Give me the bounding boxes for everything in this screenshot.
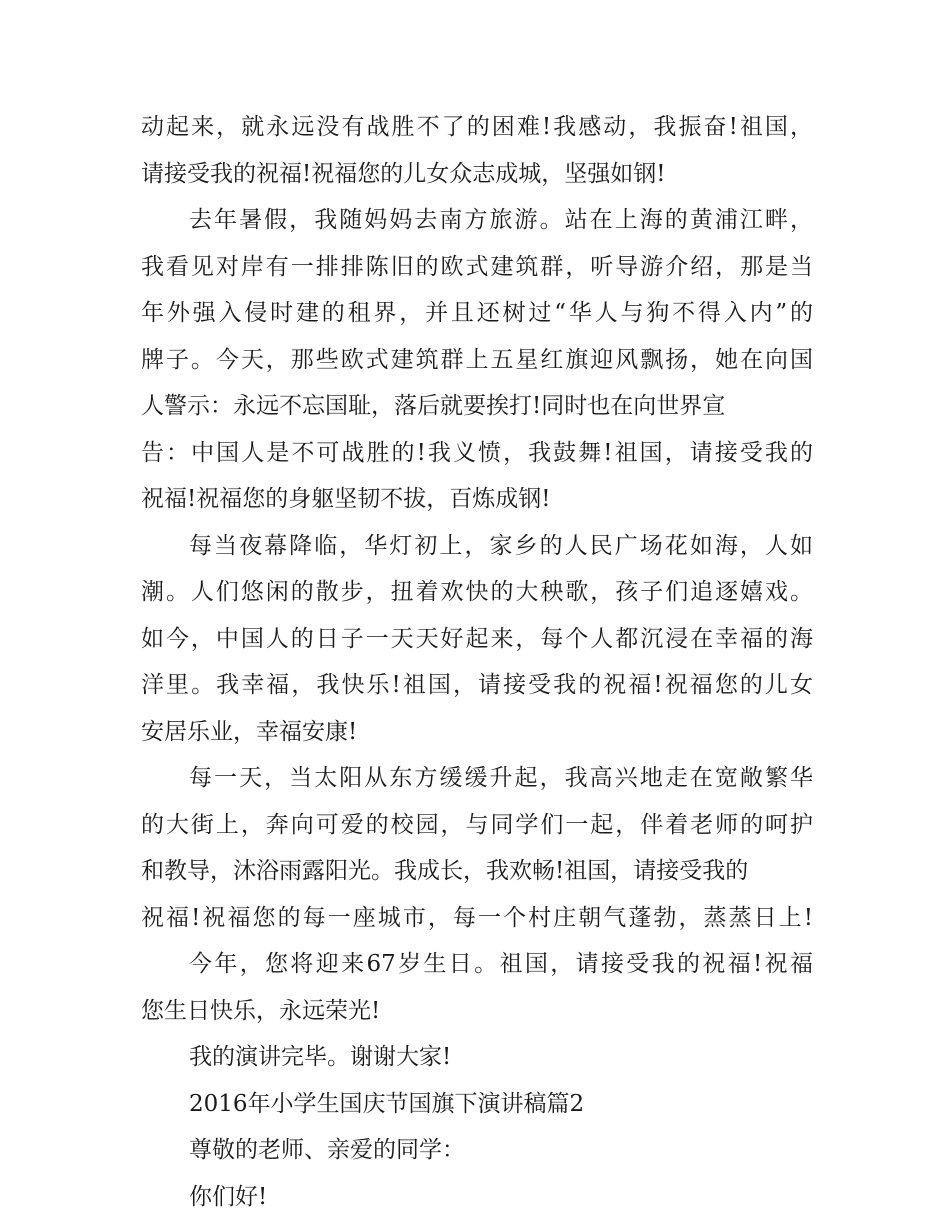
- section-heading: 2016年小学生国庆节国旗下演讲稿篇2: [189, 1090, 585, 1117]
- text-line: 人警示：永远不忘国耻，落后就要挨打!同时也在向世界宣: [141, 393, 726, 419]
- text-line: 洋里。我幸福，我快乐!祖国，请接受我的祝福!祝福您的儿女: [141, 672, 813, 698]
- text-line: 的大街上，奔向可爱的校园，与同学们一起，伴着老师的呵护: [141, 811, 813, 838]
- text-line: 动起来，就永远没有战胜不了的困难!我感动，我振奋!祖国，: [141, 114, 813, 140]
- paragraph-first-line: 每当夜幕降临，华灯初上，家乡的人民广场花如海，人如: [189, 532, 813, 559]
- text-line: 年外强入侵时建的租界，并且还树过“华人与狗不得入内”的: [141, 300, 813, 326]
- text-line: 如今，中国人的日子一天天好起来，每个人都沉浸在幸福的海: [141, 625, 813, 652]
- text-line: 安居乐业，幸福安康!: [141, 718, 358, 745]
- closing-line: 我的演讲完毕。谢谢大家!: [189, 1044, 452, 1070]
- text-line: 我看见对岸有一排排陈旧的欧式建筑群，听导游介绍，那是当: [141, 253, 813, 280]
- text-line: 您生日快乐，永远荣光!: [141, 997, 381, 1024]
- text-line: 告：中国人是不可战胜的!我义愤，我鼓舞!祖国，请接受我的: [141, 439, 813, 466]
- paragraph-first-line: 去年暑假，我随妈妈去南方旅游。站在上海的黄浦江畔，: [189, 207, 813, 233]
- text-line: 和教导，沐浴雨露阳光。我成长，我欢畅!祖国，请接受我的: [141, 858, 749, 884]
- salutation: 尊敬的老师、亲爱的同学：: [189, 1137, 465, 1163]
- text-line: 潮。人们悠闲的散步，扭着欢快的大秧歌，孩子们追逐嬉戏。: [141, 579, 813, 605]
- paragraph-first-line: 今年，您将迎来67岁生日。祖国，请接受我的祝福!祝福: [189, 951, 813, 977]
- text-line: 请接受我的祝福!祝福您的儿女众志成城，坚强如钢!: [141, 160, 666, 187]
- text-line: 祝福!祝福您的身躯坚韧不拔，百炼成钢!: [141, 486, 551, 512]
- text-line: 牌子。今天，那些欧式建筑群上五星红旗迎风飘扬，她在向国: [141, 346, 813, 373]
- greeting: 你们好!: [189, 1183, 268, 1210]
- speech-text: [141, 104, 813, 1220]
- paragraph-first-line: 每一天，当太阳从东方缓缓升起，我高兴地走在宽敞繁华: [189, 765, 813, 791]
- text-line: 祝福!祝福您的每一座城市，每一个村庄朝气蓬勃，蒸蒸日上!: [141, 904, 813, 931]
